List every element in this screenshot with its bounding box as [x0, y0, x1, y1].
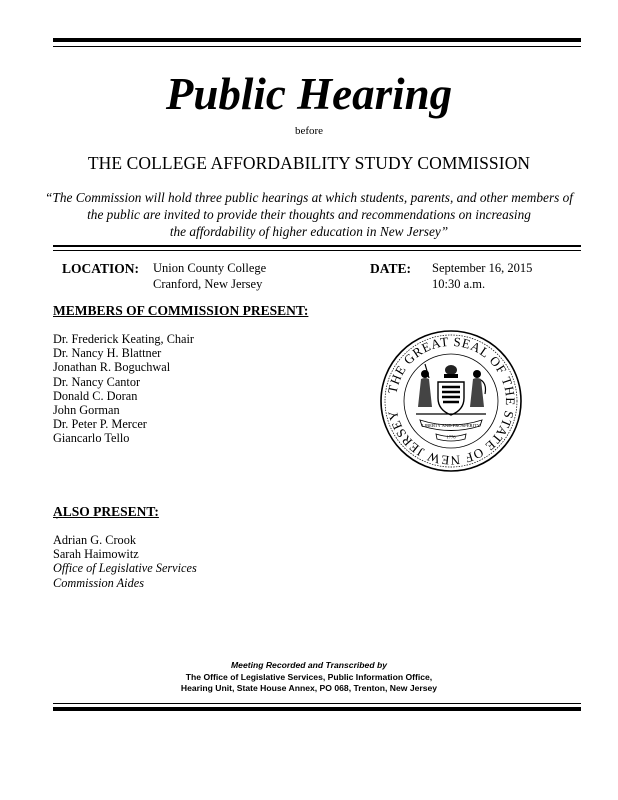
date-value [432, 260, 532, 292]
footer-line: Hearing Unit, State House Annex, PO 068, Trenton, New Jersey [180, 683, 438, 693]
top-rule-thin [53, 46, 581, 47]
document-subtitle: before [294, 125, 324, 137]
location-label: LOCATION: [62, 261, 140, 276]
top-rule-thick [53, 38, 581, 42]
also-present-list [53, 533, 197, 590]
quote-line: “The Commission will hold three public hearings at which students, parents, and other members of [45, 190, 573, 205]
seal-motto: LIBERTY AND PROSPERITY [421, 423, 481, 428]
new-jersey-seal [380, 330, 522, 472]
list-item: Giancarlo Tello [53, 431, 130, 446]
footer-line: The Office of Legislative Services, Public Information Office, [185, 671, 433, 682]
footer-line: Meeting Recorded and Transcribed by [231, 660, 387, 670]
stray-mark: ` [55, 517, 59, 528]
date-line: September 16, 2015 [432, 261, 533, 275]
commission-quote [40, 189, 578, 240]
middle-rule-thin-2 [53, 250, 581, 251]
transcription-footer [0, 660, 618, 695]
list-item: Adrian G. Crook [53, 533, 136, 547]
location-line: Union County College [153, 261, 267, 275]
list-item: Jonathan R. Boguchwal [53, 360, 171, 375]
bottom-rule-thin [53, 703, 581, 704]
quote-line: the public are invited to provide their thoughts and recommendations on increasing [87, 207, 531, 222]
commission-name: THE COLLEGE AFFORDABILITY STUDY COMMISSION [87, 153, 531, 173]
list-item: Donald C. Doran [53, 388, 138, 403]
list-item: Dr. Nancy Cantor [53, 374, 141, 389]
list-item: Dr. Nancy H. Blattner [53, 346, 162, 361]
members-list [53, 332, 194, 446]
list-item: Dr. Frederick Keating, Chair [53, 332, 195, 346]
seal-ring-text: THE GREAT SEAL OF THE STATE OF NEW JERSEY [384, 333, 519, 469]
date-label: DATE: [370, 261, 412, 276]
location-line: Cranford, New Jersey [153, 277, 263, 291]
list-item-role: Office of Legislative Services [53, 561, 197, 576]
list-item: Sarah Haimowitz [53, 547, 139, 562]
seal-year: 1776 [446, 434, 456, 440]
bottom-rule-thick [53, 707, 581, 711]
location-value [153, 260, 266, 292]
middle-rule-thin [53, 245, 581, 247]
also-present-heading: ALSO PRESENT: [53, 504, 159, 519]
time-line: 10:30 a.m. [432, 277, 486, 291]
list-item: Dr. Peter P. Mercer [53, 417, 147, 432]
list-item-role: Commission Aides [53, 575, 144, 590]
list-item: John Gorman [53, 403, 120, 418]
document-title: Public Hearing [165, 69, 453, 119]
quote-line: the affordability of higher education in New Jersey” [169, 224, 449, 239]
members-heading: MEMBERS OF COMMISSION PRESENT: [53, 303, 309, 318]
